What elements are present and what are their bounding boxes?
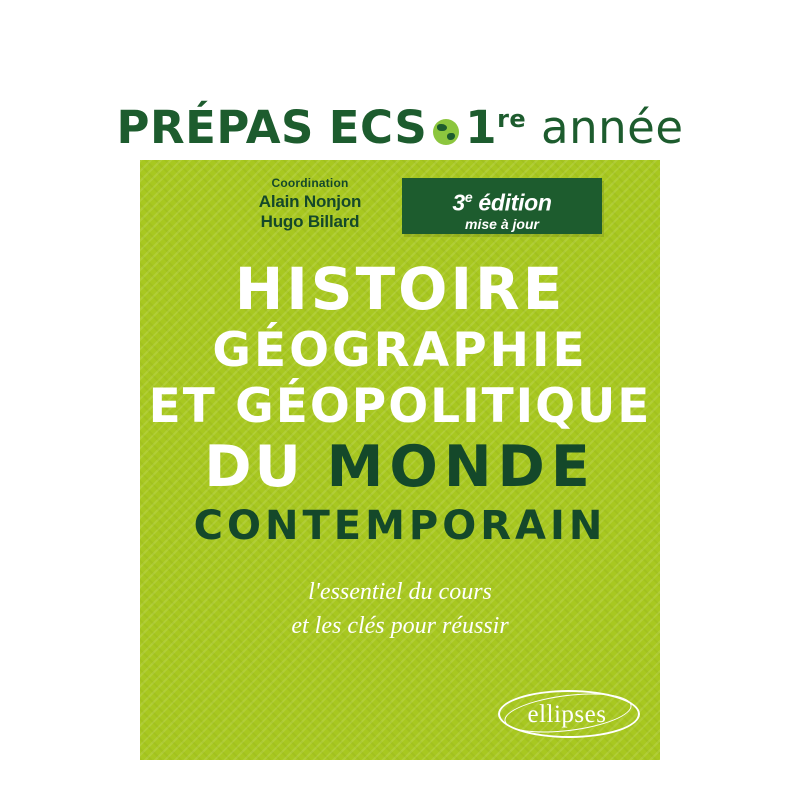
- globe-icon: [433, 119, 459, 145]
- series-program: ECS: [328, 101, 428, 154]
- edition-badge: [402, 178, 602, 234]
- cover-top-band: [0, 0, 800, 160]
- title-line-5: CONTEMPORAIN: [193, 503, 607, 549]
- series-year-suffix: re: [497, 105, 527, 133]
- title-line-4-light: DU: [204, 434, 327, 500]
- title-line-4-dark: MONDE: [326, 434, 596, 500]
- cover-panel: [140, 160, 660, 760]
- series-prefix: PRÉPAS: [116, 101, 314, 154]
- series-year-word: année: [541, 101, 684, 154]
- author-name-2: Hugo Billard: [260, 212, 360, 231]
- book-title: [140, 255, 660, 549]
- edition-number: 3: [452, 189, 465, 216]
- title-line-3: ET GÉOPOLITIQUE: [148, 379, 652, 434]
- book-subtitle: [140, 575, 660, 643]
- title-line-4: [140, 434, 660, 500]
- series-year-number: 1: [465, 101, 498, 154]
- subtitle-line-1: l'essentiel du cours: [308, 579, 492, 605]
- edition-word: édition: [478, 189, 552, 216]
- coordination-label: Coordination: [271, 176, 349, 190]
- subtitle-line-2: et les clés pour réussir: [291, 613, 509, 639]
- coordination-block: [200, 176, 420, 232]
- publisher-logo: [498, 684, 638, 740]
- title-line-1: HISTOIRE: [234, 255, 566, 323]
- edition-badge-subtitle: mise à jour: [465, 215, 539, 232]
- edition-number-suffix: e: [464, 189, 473, 205]
- title-line-2: GÉOGRAPHIE: [212, 323, 588, 378]
- series-headline: [0, 95, 800, 152]
- publisher-name: ellipses: [527, 701, 607, 728]
- edition-badge-main: [402, 178, 602, 216]
- author-name-1: Alain Nonjon: [258, 192, 362, 211]
